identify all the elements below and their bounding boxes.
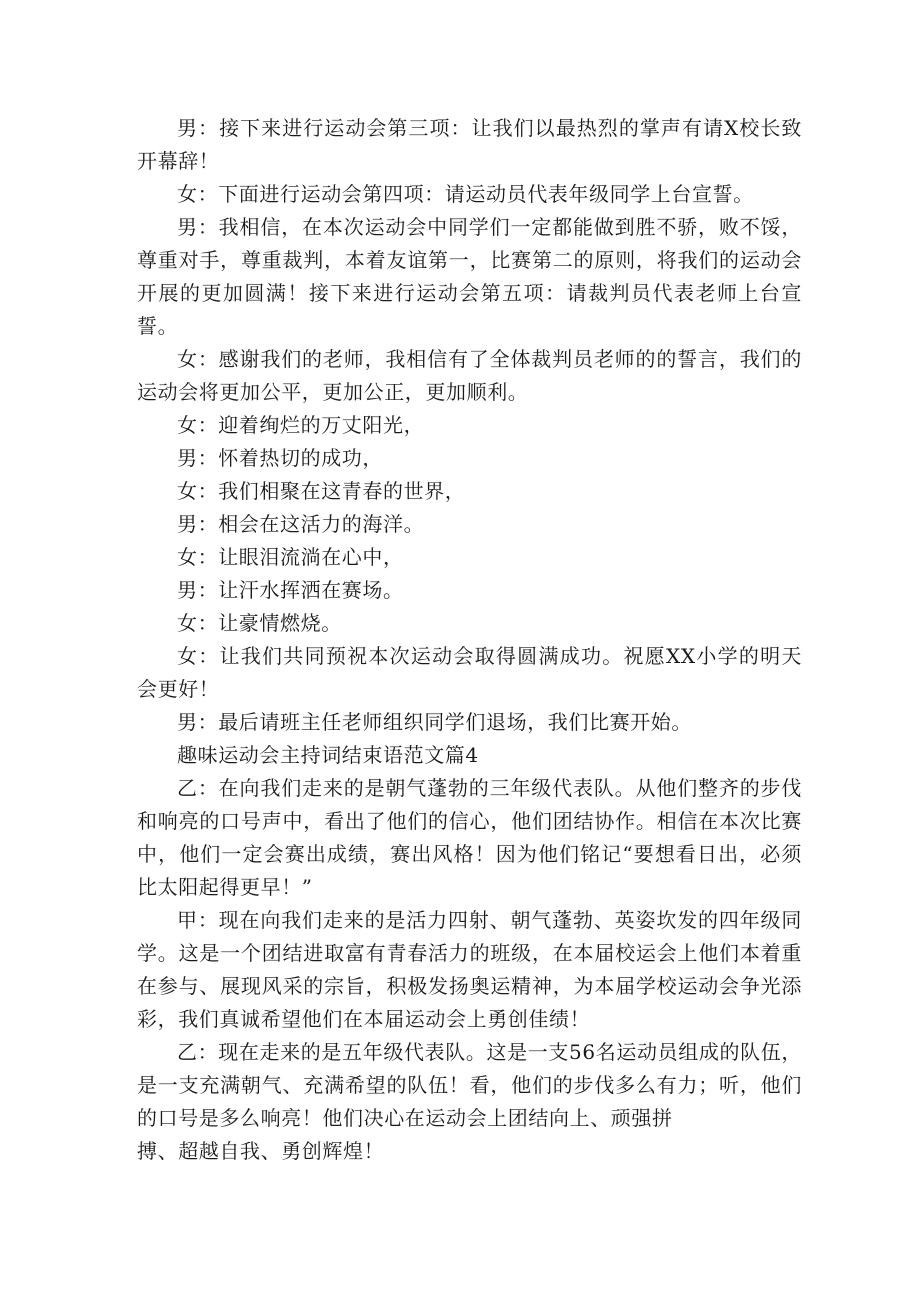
paragraph: 男：相会在这活力的海洋。 [177,512,425,536]
paragraph: 男：最后请班主任老师组织同学们退场，我们比赛开始。 [177,710,692,734]
paragraph: 男：让汗水挥洒在赛场。 [177,578,404,602]
paragraph: 乙：现在走来的是五年级代表队。这是一支56名运动员组成的队伍，是一支充满朝气、充满希望的队伍！看，他们的步伐多么有力；听，他们的口号是多么响亮！他们决心在运动会上团结向上、顽强拼 [137,1040,802,1130]
paragraph: 女：让豪情燃烧。 [177,611,342,635]
paragraph: 女：下面进行运动会第四项：请运动员代表年级同学上台宣誓。 [177,182,754,206]
paragraph: 男：怀着热切的成功， [177,446,383,470]
paragraph: 女：感谢我们的老师，我相信有了全体裁判员老师的的誓言，我们的运动会将更加公平，更加公正，更加顺利。 [137,347,802,404]
paragraph: 甲：现在向我们走来的是活力四射、朝气蓬勃、英姿坎发的四年级同学。这是一个团结进取富有青春活力的班级，在本届校运会上他们本着重在参与、展现风采的宗旨，积极发扬奥运精神，为本届学校运动会争光添彩，我们真诚希望他们在本届运动会上勇创佳绩！ [137,908,802,1031]
paragraph: 女：让眼泪流淌在心中， [177,545,404,569]
paragraph: 乙：在向我们走来的是朝气蓬勃的三年级代表队。从他们整齐的步伐和响亮的口号声中，看出了他们的信心，他们团结协作。相信在本次比赛中，他们一定会赛出成绩，赛出风格！因为他们铭记“要想看日出，必须比太阳起得更早！” [137,776,802,899]
paragraph: 女：迎着绚烂的万丈阳光， [177,413,425,437]
document-body [137,112,802,1168]
paragraph: 女：让我们共同预祝本次运动会取得圆满成功。祝愿XX小学的明天会更好！ [137,644,802,701]
paragraph: 男：接下来进行运动会第三项：让我们以最热烈的掌声有请X校长致开幕辞！ [137,116,802,173]
paragraph: 男：我相信，在本次运动会中同学们一定都能做到胜不骄，败不馁，尊重对手，尊重裁判，本着友谊第一，比赛第二的原则，将我们的运动会开展的更加圆满！接下来进行运动会第五项：请裁判员代表老师上台宣誓。 [137,215,802,338]
paragraph-continuation: 搏、超越自我、勇创辉煌！ [137,1139,385,1163]
paragraph: 女：我们相聚在这青春的世界， [177,479,466,503]
section-heading: 趣味运动会主持词结束语范文篇4 [177,743,479,767]
